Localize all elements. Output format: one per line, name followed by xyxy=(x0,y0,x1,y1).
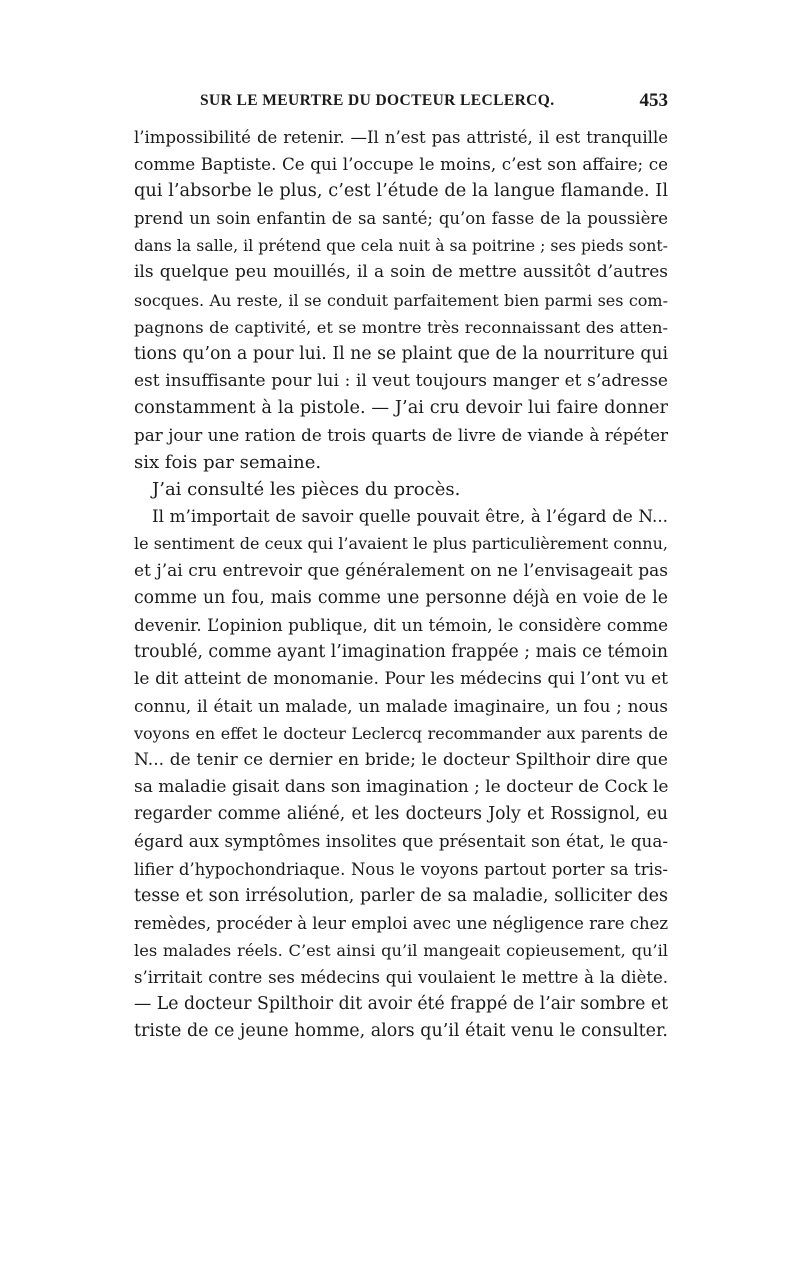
text-line: égard aux symptômes insolites que présentait son état, le qua- xyxy=(134,831,668,852)
text-line: ils quelque peu mouillés, il a soin de mettre aussitôt d’autres xyxy=(134,262,668,283)
running-head xyxy=(134,92,668,122)
text-line: le dit atteint de monomanie. Pour les médecins qui l’ont vu et xyxy=(134,668,668,689)
text-line: devenir. L’opinion publique, dit un témoin, le considère comme xyxy=(134,614,668,635)
text-line: — Le docteur Spilthoir dit avoir été frappé de l’air sombre et xyxy=(134,994,668,1014)
text-line: est insuffisante pour lui : il veut toujours manger et s’adresse xyxy=(134,370,668,391)
text-line: tions qu’on a pour lui. Il ne se plaint que de la nourriture qui xyxy=(134,343,668,364)
text-line: sa maladie gisait dans son imagination ; le docteur de Cock le xyxy=(134,777,668,798)
text-line: remèdes, procéder à leur emploi avec une négligence rare chez xyxy=(134,913,668,933)
text-line: par jour une ration de trois quarts de livre de viande à répéter xyxy=(134,425,668,446)
text-line: six fois par semaine. xyxy=(134,452,322,474)
text-line: J’ai consulté les pièces du procès. xyxy=(152,479,461,501)
body-text xyxy=(134,124,668,1045)
text-line: comme Baptiste. Ce qui l’occupe le moins, c’est son affaire; ce xyxy=(134,154,668,175)
text-line: l’impossibilité de retenir. —Il n’est pas attristé, il est tranquille xyxy=(134,128,668,147)
text-line: triste de ce jeune homme, alors qu’il était venu le consulter. xyxy=(134,1021,668,1042)
text-line: lifier d’hypochondriaque. Nous le voyons partout porter sa tris- xyxy=(134,859,668,879)
text-line: s’irritait contre ses médecins qui voulaient le mettre à la diète. xyxy=(134,967,668,987)
text-line: troublé, comme ayant l’imagination frappée ; mais ce témoin xyxy=(134,641,668,662)
text-line: voyons en effet le docteur Leclercq recommander aux parents de xyxy=(134,724,668,744)
text-line: pagnons de captivité, et se montre très reconnaissant des atten- xyxy=(134,317,668,337)
text-line: regarder comme aliéné, et les docteurs Joly et Rossignol, eu xyxy=(134,804,668,825)
running-title: SUR LE MEURTRE DU DOCTEUR LECLERCQ. xyxy=(200,92,555,109)
page-number: 453 xyxy=(639,90,668,111)
text-line: qui l’absorbe le plus, c’est l’étude de la langue flamande. Il xyxy=(134,181,668,202)
text-line: tesse et son irrésolution, parler de sa maladie, solliciter des xyxy=(134,885,668,906)
text-line: le sentiment de ceux qui l’avaient le plus particulièrement connu, xyxy=(134,534,668,554)
text-line: socques. Au reste, il se conduit parfaitement bien parmi ses com- xyxy=(134,290,668,310)
text-line: les malades réels. C’est ainsi qu’il mangeait copieusement, qu’il xyxy=(134,940,668,960)
text-line: N... de tenir ce dernier en bride; le docteur Spilthoir dire que xyxy=(134,750,668,771)
text-line: prend un soin enfantin de sa santé; qu’on fasse de la poussière xyxy=(134,209,668,229)
text-line: constamment à la pistole. — J’ai cru devoir lui faire donner xyxy=(134,397,668,418)
text-line: connu, il était un malade, un malade imaginaire, un fou ; nous xyxy=(134,695,668,716)
text-line: dans la salle, il prétend que cela nuit à sa poitrine ; ses pieds sont- xyxy=(134,236,668,256)
text-line: Il m’importait de savoir quelle pouvait être, à l’égard de N... xyxy=(152,506,668,527)
text-line: et j’ai cru entrevoir que généralement on ne l’envisageait pas xyxy=(134,560,668,581)
text-line: comme un fou, mais comme une personne déjà en voie de le xyxy=(134,587,668,608)
